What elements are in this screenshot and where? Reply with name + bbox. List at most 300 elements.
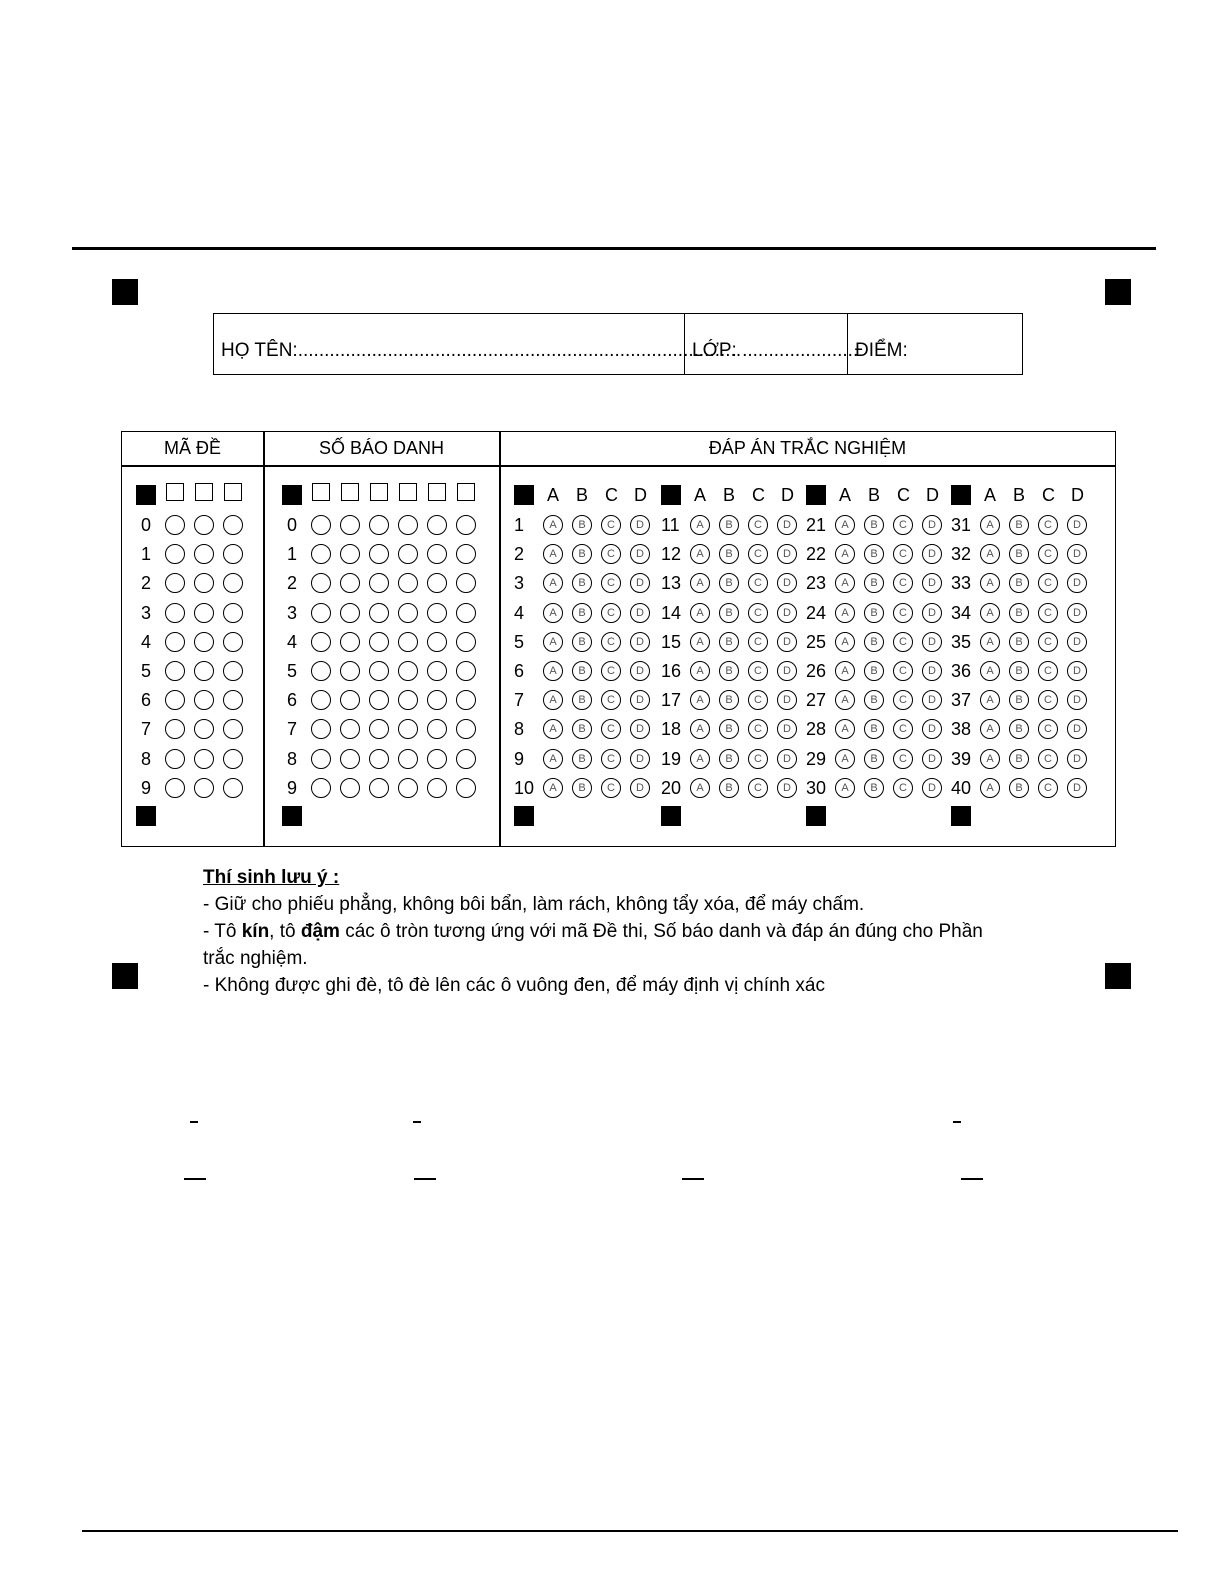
exam-code-digit-bubble[interactable]	[194, 632, 214, 652]
answers-header: ĐÁP ÁN TRẮC NGHIỆM	[708, 438, 907, 458]
answer-bubble-b[interactable]: B	[719, 719, 739, 739]
exam-code-digit-bubble[interactable]	[165, 603, 185, 623]
answer-option-header: C	[605, 485, 618, 505]
candidate-number-digit-bubble[interactable]	[311, 632, 331, 652]
question-number: 17	[661, 690, 682, 711]
candidate-number-digit-bubble[interactable]	[456, 573, 476, 593]
candidate-number-digit-bubble[interactable]	[427, 778, 447, 798]
candidate-number-digit-bubble[interactable]	[456, 603, 476, 623]
candidate-number-write-box[interactable]	[341, 483, 359, 501]
candidate-number-digit-bubble[interactable]	[311, 515, 331, 535]
candidate-number-digit-bubble[interactable]	[427, 749, 447, 769]
answer-bubble-a[interactable]: A	[835, 749, 855, 769]
answer-bubble-d[interactable]: D	[777, 661, 797, 681]
candidate-number-digit-bubble[interactable]	[369, 573, 389, 593]
answer-bubble-c[interactable]: C	[1038, 778, 1058, 798]
answer-bubble-c[interactable]: C	[748, 544, 768, 564]
candidate-number-digit-bubble[interactable]	[369, 690, 389, 710]
exam-code-bottom-marker	[136, 806, 156, 826]
answer-bubble-b[interactable]: B	[1009, 719, 1029, 739]
answer-bubble-a[interactable]: A	[980, 749, 1000, 769]
candidate-number-digit-bubble[interactable]	[369, 749, 389, 769]
answer-bubble-c[interactable]: C	[601, 661, 621, 681]
exam-code-digit-bubble[interactable]	[223, 544, 243, 564]
answer-bubble-d[interactable]: D	[777, 719, 797, 739]
answer-bubble-d[interactable]: D	[630, 632, 650, 652]
exam-code-digit-bubble[interactable]	[165, 690, 185, 710]
answer-bubble-b[interactable]: B	[719, 690, 739, 710]
answer-bubble-a[interactable]: A	[980, 778, 1000, 798]
question-number: 27	[806, 690, 827, 711]
candidate-number-digit-bubble[interactable]	[340, 719, 360, 739]
exam-code-digit-bubble[interactable]	[194, 690, 214, 710]
candidate-number-digit-bubble[interactable]	[311, 719, 331, 739]
exam-code-digit-bubble[interactable]	[194, 544, 214, 564]
answer-option-header: D	[781, 485, 794, 505]
answer-bubble-a[interactable]: A	[835, 515, 855, 535]
answer-bubble-d[interactable]: D	[1067, 719, 1087, 739]
exam-code-digit-label: 4	[141, 631, 152, 652]
candidate-number-digit-bubble[interactable]	[427, 690, 447, 710]
exam-code-digit-bubble[interactable]	[194, 515, 214, 535]
candidate-number-digit-label: 6	[287, 690, 298, 711]
answer-bubble-b[interactable]: B	[572, 719, 592, 739]
answer-bubble-d[interactable]: D	[1067, 749, 1087, 769]
answer-bubble-c[interactable]: C	[748, 661, 768, 681]
answer-bubble-d[interactable]: D	[922, 690, 942, 710]
answer-bubble-d[interactable]: D	[630, 603, 650, 623]
answer-bubble-b[interactable]: B	[1009, 632, 1029, 652]
answer-bubble-a[interactable]: A	[835, 544, 855, 564]
answer-bubble-d[interactable]: D	[1067, 632, 1087, 652]
answer-bubble-c[interactable]: C	[893, 573, 913, 593]
candidate-number-digit-bubble[interactable]	[311, 544, 331, 564]
answer-bubble-d[interactable]: D	[777, 573, 797, 593]
answer-bubble-d[interactable]: D	[922, 603, 942, 623]
answer-bubble-c[interactable]: C	[601, 573, 621, 593]
answer-bubble-d[interactable]: D	[1067, 661, 1087, 681]
exam-code-digit-label: 3	[141, 602, 152, 623]
answer-bubble-a[interactable]: A	[690, 515, 710, 535]
answer-bubble-a[interactable]: A	[980, 544, 1000, 564]
answer-block-bottom-marker	[806, 806, 826, 826]
answer-bubble-c[interactable]: C	[893, 632, 913, 652]
exam-code-write-box[interactable]	[224, 483, 242, 501]
candidate-number-digit-bubble[interactable]	[340, 690, 360, 710]
exam-code-digit-bubble[interactable]	[194, 749, 214, 769]
answer-bubble-b[interactable]: B	[1009, 603, 1029, 623]
candidate-number-digit-bubble[interactable]	[311, 778, 331, 798]
answer-bubble-b[interactable]: B	[572, 632, 592, 652]
answer-option-header: B	[868, 485, 881, 505]
answer-bubble-d[interactable]: D	[922, 719, 942, 739]
section-divider	[263, 432, 265, 846]
answer-bubble-a[interactable]: A	[543, 690, 563, 710]
answer-bubble-a[interactable]: A	[690, 719, 710, 739]
exam-code-digit-bubble[interactable]	[223, 719, 243, 739]
answer-bubble-b[interactable]: B	[1009, 778, 1029, 798]
candidate-number-digit-bubble[interactable]	[340, 749, 360, 769]
candidate-number-write-box[interactable]	[312, 483, 330, 501]
exam-code-digit-bubble[interactable]	[223, 661, 243, 681]
exam-code-digit-bubble[interactable]	[165, 778, 185, 798]
candidate-number-digit-bubble[interactable]	[369, 778, 389, 798]
answer-bubble-d[interactable]: D	[777, 690, 797, 710]
candidate-number-digit-bubble[interactable]	[311, 690, 331, 710]
answer-bubble-c[interactable]: C	[1038, 661, 1058, 681]
answer-bubble-a[interactable]: A	[835, 603, 855, 623]
answer-bubble-b[interactable]: B	[719, 573, 739, 593]
answer-bubble-c[interactable]: C	[601, 778, 621, 798]
answer-bubble-b[interactable]: B	[864, 690, 884, 710]
candidate-number-digit-bubble[interactable]	[340, 515, 360, 535]
answer-bubble-a[interactable]: A	[543, 632, 563, 652]
candidate-number-write-box[interactable]	[399, 483, 417, 501]
answer-bubble-a[interactable]: A	[543, 544, 563, 564]
answer-bubble-d[interactable]: D	[630, 573, 650, 593]
answer-bubble-b[interactable]: B	[719, 544, 739, 564]
candidate-number-digit-bubble[interactable]	[427, 573, 447, 593]
exam-code-digit-bubble[interactable]	[194, 573, 214, 593]
answer-bubble-a[interactable]: A	[835, 661, 855, 681]
answer-bubble-b[interactable]: B	[864, 515, 884, 535]
answer-sheet-grid	[121, 431, 1116, 847]
candidate-number-digit-bubble[interactable]	[456, 690, 476, 710]
answer-bubble-c[interactable]: C	[748, 603, 768, 623]
answer-bubble-d[interactable]: D	[922, 573, 942, 593]
answer-bubble-b[interactable]: B	[572, 573, 592, 593]
answer-bubble-c[interactable]: C	[748, 515, 768, 535]
answer-bubble-c[interactable]: C	[1038, 603, 1058, 623]
answer-bubble-a[interactable]: A	[980, 690, 1000, 710]
exam-code-digit-bubble[interactable]	[223, 778, 243, 798]
exam-code-digit-bubble[interactable]	[165, 573, 185, 593]
answer-bubble-a[interactable]: A	[980, 515, 1000, 535]
exam-code-digit-bubble[interactable]	[194, 661, 214, 681]
answer-bubble-c[interactable]: C	[893, 603, 913, 623]
answer-bubble-a[interactable]: A	[690, 690, 710, 710]
exam-code-digit-label: 5	[141, 661, 152, 681]
candidate-number-digit-bubble[interactable]	[340, 573, 360, 593]
answer-bubble-b[interactable]: B	[864, 632, 884, 652]
exam-code-digit-label: 1	[141, 544, 152, 565]
answer-bubble-a[interactable]: A	[980, 661, 1000, 681]
exam-code-digit-bubble[interactable]	[223, 515, 243, 535]
answer-bubble-a[interactable]: A	[690, 749, 710, 769]
answer-bubble-d[interactable]: D	[922, 515, 942, 535]
exam-code-digit-label: 0	[141, 515, 152, 535]
answer-option-header: D	[1071, 485, 1084, 505]
answer-bubble-b[interactable]: B	[572, 778, 592, 798]
exam-code-digit-bubble[interactable]	[223, 632, 243, 652]
exam-code-digit-label: 6	[141, 690, 152, 711]
exam-code-write-box[interactable]	[195, 483, 213, 501]
candidate-number-digit-bubble[interactable]	[427, 544, 447, 564]
exam-code-digit-bubble[interactable]	[165, 544, 185, 564]
answer-bubble-c[interactable]: C	[1038, 573, 1058, 593]
answer-bubble-a[interactable]: A	[835, 573, 855, 593]
exam-code-write-box[interactable]	[166, 483, 184, 501]
answer-bubble-c[interactable]: C	[893, 661, 913, 681]
candidate-number-digit-bubble[interactable]	[311, 749, 331, 769]
answer-bubble-b[interactable]: B	[719, 515, 739, 535]
answer-bubble-b[interactable]: B	[864, 719, 884, 739]
answer-bubble-a[interactable]: A	[835, 690, 855, 710]
answer-bubble-c[interactable]: C	[601, 632, 621, 652]
answer-bubble-c[interactable]: C	[601, 544, 621, 564]
exam-code-digit-bubble[interactable]	[165, 719, 185, 739]
candidate-number-digit-bubble[interactable]	[456, 778, 476, 798]
answer-bubble-c[interactable]: C	[748, 632, 768, 652]
dash-mark	[414, 1178, 436, 1180]
answer-option-header: A	[839, 485, 852, 505]
candidate-number-digit-bubble[interactable]	[369, 515, 389, 535]
candidate-number-write-box[interactable]	[370, 483, 388, 501]
answer-bubble-c[interactable]: C	[893, 515, 913, 535]
answer-bubble-d[interactable]: D	[922, 544, 942, 564]
answer-bubble-a[interactable]: A	[543, 719, 563, 739]
candidate-number-digit-bubble[interactable]	[456, 515, 476, 535]
class-field[interactable]	[684, 314, 859, 374]
answer-bubble-c[interactable]: C	[601, 515, 621, 535]
answer-bubble-b[interactable]: B	[1009, 661, 1029, 681]
candidate-number-digit-bubble[interactable]	[398, 603, 418, 623]
question-number: 18	[661, 719, 682, 740]
candidate-number-digit-bubble[interactable]	[456, 749, 476, 769]
answer-bubble-c[interactable]: C	[748, 778, 768, 798]
candidate-number-digit-bubble[interactable]	[398, 778, 418, 798]
candidate-number-digit-bubble[interactable]	[340, 632, 360, 652]
candidate-number-digit-bubble[interactable]	[427, 515, 447, 535]
answer-bubble-d[interactable]: D	[630, 719, 650, 739]
answer-bubble-d[interactable]: D	[630, 778, 650, 798]
candidate-number-write-box[interactable]	[457, 483, 475, 501]
candidate-number-digit-bubble[interactable]	[456, 719, 476, 739]
answer-bubble-d[interactable]: D	[1067, 690, 1087, 710]
answer-bubble-b[interactable]: B	[719, 778, 739, 798]
name-field[interactable]	[214, 314, 742, 374]
answer-bubble-a[interactable]: A	[690, 573, 710, 593]
answer-bubble-a[interactable]: A	[690, 632, 710, 652]
question-number: 7	[514, 690, 525, 711]
candidate-number-digit-bubble[interactable]	[398, 690, 418, 710]
header-divider	[122, 465, 1115, 467]
answer-bubble-b[interactable]: B	[1009, 544, 1029, 564]
candidate-number-digit-bubble[interactable]	[340, 544, 360, 564]
corner-marker-top-right	[1105, 279, 1131, 305]
answer-bubble-c[interactable]: C	[601, 603, 621, 623]
answer-bubble-b[interactable]: B	[864, 603, 884, 623]
answer-bubble-d[interactable]: D	[630, 661, 650, 681]
answer-bubble-d[interactable]: D	[1067, 778, 1087, 798]
exam-code-digit-bubble[interactable]	[223, 749, 243, 769]
candidate-number-digit-bubble[interactable]	[340, 778, 360, 798]
answer-bubble-d[interactable]: D	[630, 515, 650, 535]
answer-bubble-c[interactable]: C	[748, 719, 768, 739]
answer-bubble-b[interactable]: B	[864, 749, 884, 769]
answer-bubble-d[interactable]: D	[1067, 603, 1087, 623]
answer-bubble-b[interactable]: B	[1009, 749, 1029, 769]
answer-bubble-d[interactable]: D	[1067, 573, 1087, 593]
answer-bubble-b[interactable]: B	[719, 749, 739, 769]
candidate-number-digit-bubble[interactable]	[369, 632, 389, 652]
corner-marker-top-left	[112, 279, 138, 305]
answer-bubble-c[interactable]: C	[1038, 544, 1058, 564]
answer-bubble-a[interactable]: A	[980, 632, 1000, 652]
score-field[interactable]	[847, 314, 1022, 374]
question-number: 13	[661, 573, 682, 594]
candidate-number-digit-bubble[interactable]	[398, 515, 418, 535]
exam-code-digit-bubble[interactable]	[194, 719, 214, 739]
answer-bubble-c[interactable]: C	[1038, 515, 1058, 535]
candidate-number-digit-bubble[interactable]	[427, 632, 447, 652]
exam-code-digit-bubble[interactable]	[223, 603, 243, 623]
answer-bubble-d[interactable]: D	[630, 544, 650, 564]
answer-bubble-a[interactable]: A	[543, 515, 563, 535]
answer-bubble-d[interactable]: D	[777, 778, 797, 798]
candidate-number-digit-bubble[interactable]	[311, 661, 331, 681]
answer-bubble-c[interactable]: C	[748, 690, 768, 710]
candidate-number-digit-bubble[interactable]	[398, 632, 418, 652]
dash-mark	[961, 1178, 983, 1180]
question-number: 8	[514, 719, 525, 740]
notes-title: Thí sinh lưu ý :	[203, 867, 340, 888]
answer-bubble-a[interactable]: A	[835, 719, 855, 739]
answer-bubble-c[interactable]: C	[893, 544, 913, 564]
exam-code-digit-bubble[interactable]	[165, 749, 185, 769]
exam-code-digit-bubble[interactable]	[194, 778, 214, 798]
candidate-number-digit-bubble[interactable]	[369, 544, 389, 564]
exam-code-digit-bubble[interactable]	[165, 632, 185, 652]
answer-bubble-c[interactable]: C	[748, 749, 768, 769]
answer-bubble-d[interactable]: D	[1067, 515, 1087, 535]
answer-bubble-c[interactable]: C	[893, 778, 913, 798]
question-number: 36	[951, 661, 972, 681]
exam-code-digit-bubble[interactable]	[223, 573, 243, 593]
answer-bubble-c[interactable]: C	[893, 749, 913, 769]
answer-bubble-a[interactable]: A	[835, 632, 855, 652]
candidate-number-digit-bubble[interactable]	[369, 603, 389, 623]
candidate-number-digit-bubble[interactable]	[398, 749, 418, 769]
answer-bubble-b[interactable]: B	[864, 661, 884, 681]
answer-bubble-c[interactable]: C	[1038, 719, 1058, 739]
answer-bubble-a[interactable]: A	[690, 603, 710, 623]
answer-bubble-c[interactable]: C	[601, 719, 621, 739]
answer-bubble-a[interactable]: A	[690, 544, 710, 564]
answer-bubble-d[interactable]: D	[922, 632, 942, 652]
exam-code-digit-bubble[interactable]	[223, 690, 243, 710]
answer-bubble-c[interactable]: C	[893, 719, 913, 739]
answer-bubble-b[interactable]: B	[572, 661, 592, 681]
answer-bubble-c[interactable]: C	[748, 573, 768, 593]
answer-bubble-c[interactable]: C	[893, 690, 913, 710]
answer-block-bottom-marker	[951, 806, 971, 826]
candidate-number-digit-bubble[interactable]	[369, 719, 389, 739]
answer-bubble-a[interactable]: A	[980, 719, 1000, 739]
answer-bubble-d[interactable]: D	[777, 603, 797, 623]
answer-bubble-a[interactable]: A	[690, 661, 710, 681]
answer-bubble-d[interactable]: D	[777, 632, 797, 652]
answer-bubble-c[interactable]: C	[1038, 690, 1058, 710]
answer-bubble-b[interactable]: B	[864, 544, 884, 564]
candidate-number-digit-bubble[interactable]	[398, 661, 418, 681]
answer-bubble-c[interactable]: C	[601, 690, 621, 710]
answer-bubble-b[interactable]: B	[864, 573, 884, 593]
candidate-number-digit-bubble[interactable]	[456, 632, 476, 652]
answer-bubble-b[interactable]: B	[572, 690, 592, 710]
answer-bubble-b[interactable]: B	[572, 749, 592, 769]
answer-bubble-b[interactable]: B	[572, 515, 592, 535]
exam-code-digit-bubble[interactable]	[194, 603, 214, 623]
candidate-number-digit-bubble[interactable]	[398, 544, 418, 564]
answer-bubble-a[interactable]: A	[690, 778, 710, 798]
question-number: 2	[514, 544, 525, 565]
exam-code-digit-bubble[interactable]	[165, 515, 185, 535]
answer-bubble-a[interactable]: A	[980, 603, 1000, 623]
answer-bubble-a[interactable]: A	[543, 661, 563, 681]
answer-bubble-c[interactable]: C	[1038, 749, 1058, 769]
answer-bubble-d[interactable]: D	[922, 778, 942, 798]
candidate-number-digit-bubble[interactable]	[340, 603, 360, 623]
candidate-number-digit-bubble[interactable]	[456, 544, 476, 564]
candidate-number-digit-bubble[interactable]	[427, 661, 447, 681]
answer-bubble-b[interactable]: B	[719, 632, 739, 652]
answer-bubble-d[interactable]: D	[922, 749, 942, 769]
answer-bubble-d[interactable]: D	[777, 749, 797, 769]
answer-bubble-b[interactable]: B	[1009, 690, 1029, 710]
answer-bubble-b[interactable]: B	[1009, 515, 1029, 535]
answer-bubble-d[interactable]: D	[777, 544, 797, 564]
question-number: 20	[661, 777, 682, 798]
dash-mark	[184, 1178, 206, 1180]
candidate-number-digit-bubble[interactable]	[398, 719, 418, 739]
candidate-number-digit-bubble[interactable]	[427, 719, 447, 739]
answer-bubble-b[interactable]: B	[864, 778, 884, 798]
answer-bubble-d[interactable]: D	[922, 661, 942, 681]
answer-bubble-d[interactable]: D	[1067, 544, 1087, 564]
candidate-number-write-box[interactable]	[428, 483, 446, 501]
answer-bubble-c[interactable]: C	[601, 749, 621, 769]
exam-code-digit-bubble[interactable]	[165, 661, 185, 681]
candidate-number-digit-label: 0	[287, 515, 298, 535]
answer-bubble-a[interactable]: A	[835, 778, 855, 798]
question-number: 21	[806, 515, 827, 535]
answer-bubble-a[interactable]: A	[543, 749, 563, 769]
answer-bubble-a[interactable]: A	[980, 573, 1000, 593]
candidate-number-digit-bubble[interactable]	[398, 573, 418, 593]
answer-bubble-a[interactable]: A	[543, 573, 563, 593]
answer-bubble-c[interactable]: C	[1038, 632, 1058, 652]
answer-bubble-b[interactable]: B	[572, 544, 592, 564]
candidate-number-digit-bubble[interactable]	[369, 661, 389, 681]
answer-bubble-d[interactable]: D	[630, 690, 650, 710]
candidate-number-digit-bubble[interactable]	[427, 603, 447, 623]
answer-bubble-a[interactable]: A	[543, 603, 563, 623]
answer-option-header: B	[723, 485, 736, 505]
candidate-number-digit-bubble[interactable]	[340, 661, 360, 681]
answer-bubble-d[interactable]: D	[777, 515, 797, 535]
candidate-number-digit-bubble[interactable]	[311, 573, 331, 593]
candidate-number-digit-bubble[interactable]	[311, 603, 331, 623]
answer-bubble-d[interactable]: D	[630, 749, 650, 769]
answer-bubble-b[interactable]: B	[719, 603, 739, 623]
candidate-number-digit-bubble[interactable]	[456, 661, 476, 681]
candidate-number-digit-label: 9	[287, 777, 298, 798]
answer-bubble-b[interactable]: B	[572, 603, 592, 623]
answer-bubble-b[interactable]: B	[719, 661, 739, 681]
answer-bubble-b[interactable]: B	[1009, 573, 1029, 593]
answer-bubble-a[interactable]: A	[543, 778, 563, 798]
